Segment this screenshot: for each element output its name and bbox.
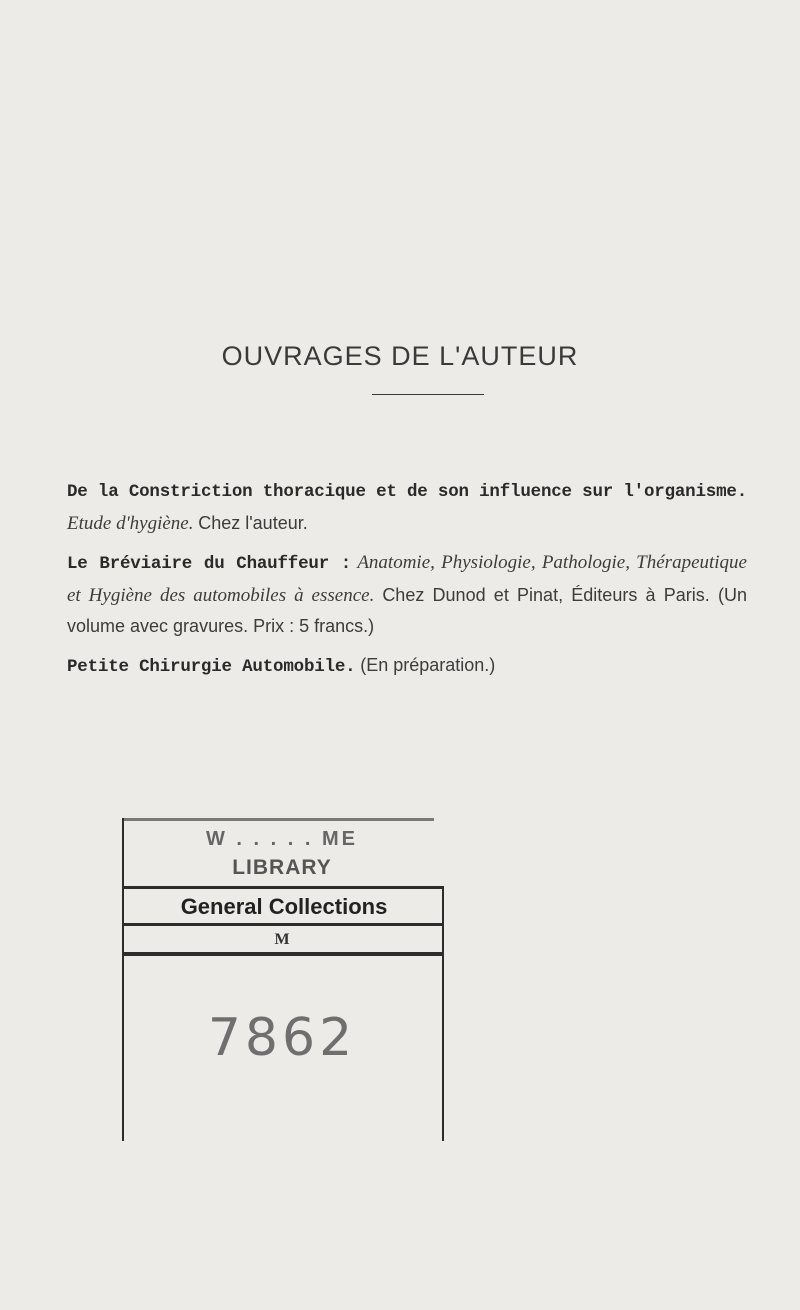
page-title: OUVRAGES DE L'AUTEUR (221, 341, 579, 371)
works-list (67, 475, 747, 691)
work-title: Le Bréviaire du Chauffeur : (67, 554, 352, 574)
work-publisher: (En préparation.) (360, 655, 496, 675)
work-subtitle: Anatomie, Physiologie, Pathologie, Thérapeutique et Hygiène des automobiles à essence. (67, 552, 747, 606)
work-title: De la Constriction thoracique et de son influence sur l'organisme. (67, 482, 747, 502)
work-publisher: Chez Dunod et Pinat, Éditeurs à Paris. (Un volume avec gravures. Prix : 5 francs.) (67, 585, 748, 636)
stamp-institution: W . . . . . ME (206, 828, 358, 850)
stamp-rule (122, 923, 444, 926)
stamp-library: LIBRARY (232, 856, 332, 879)
stamp-rule (122, 886, 444, 889)
stamp-border-left (122, 818, 124, 1141)
title-divider (372, 394, 484, 395)
stamp-collection: General Collections (180, 894, 388, 919)
library-stamp (122, 818, 444, 1141)
work-subtitle: Etude d'hygiène. (67, 513, 194, 534)
work-entry (67, 650, 747, 683)
stamp-shelf-mark: M (274, 931, 290, 948)
work-title: Petite Chirurgie Automobile. (67, 657, 356, 677)
stamp-call-number: 7862 (207, 1008, 357, 1068)
work-publisher: Chez l'auteur. (198, 513, 308, 533)
work-entry (67, 547, 747, 642)
stamp-rule (122, 952, 444, 956)
stamp-border-top (122, 818, 434, 821)
work-entry (67, 475, 747, 539)
